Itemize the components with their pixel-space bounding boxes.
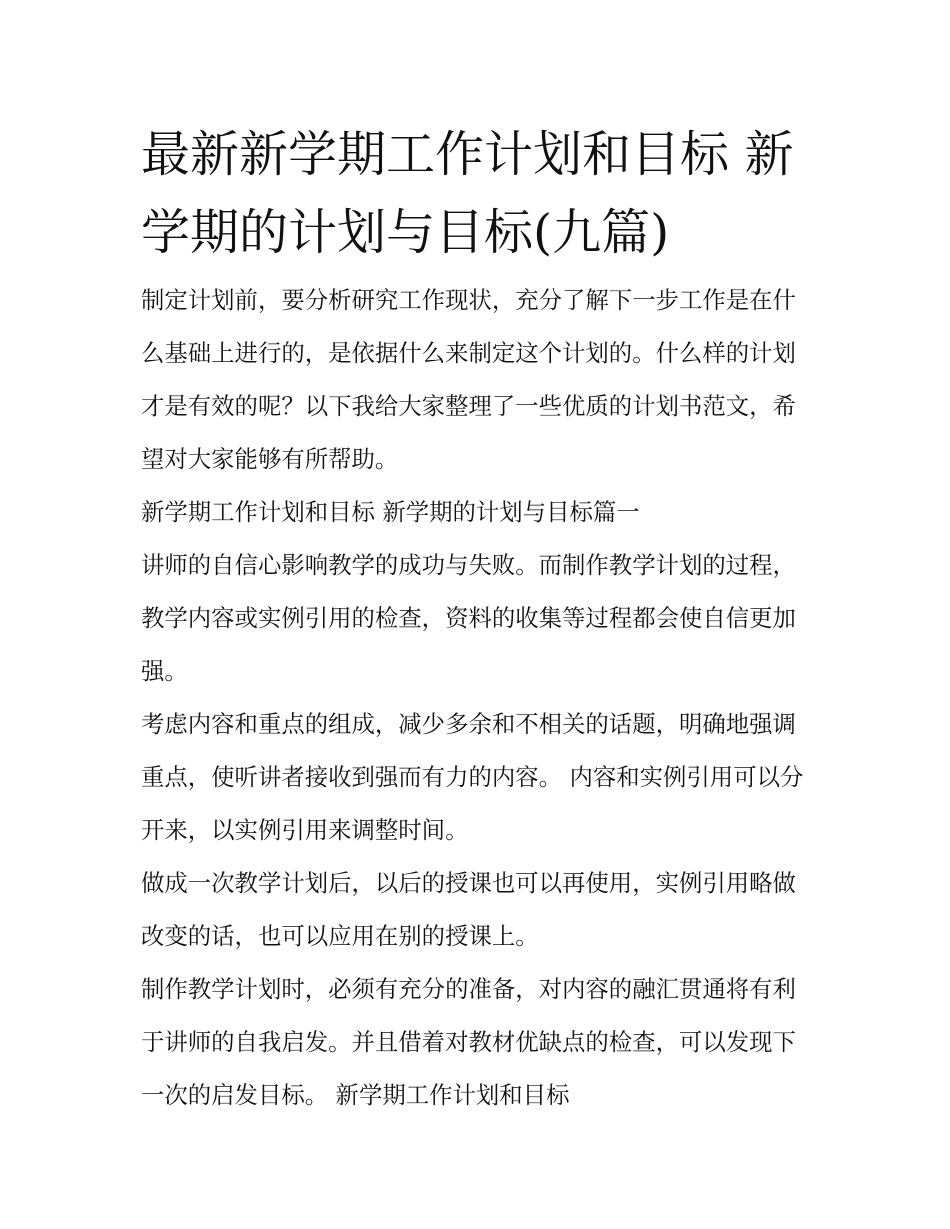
- body-paragraph: 制作教学计划时，必须有充分的准备，对内容的融汇贯通将有利于讲师的自我启发。并且借着对教材优缺点的检查，可以发现下一次的启发目标。 新学期工作计划和目标: [141, 975, 796, 1109]
- section-heading: 新学期工作计划和目标 新学期的计划与目标篇一: [141, 498, 640, 526]
- intro-paragraph: 制定计划前，要分析研究工作现状，充分了解下一步工作是在什么基础上进行的，是依据什么来制定这个计划的。什么样的计划才是有效的呢？以下我给大家整理了一些优质的计划书范文，希望对大家能够有所帮助。: [141, 286, 796, 473]
- body-paragraph: 讲师的自信心影响教学的成功与失败。而制作教学计划的过程，教学内容或实例引用的检查，资料的收集等过程都会使自信更加强。: [141, 551, 796, 685]
- document-body: [141, 274, 817, 1122]
- document-title: 最新新学期工作计划和目标 新学期的计划与目标(九篇): [141, 126, 794, 261]
- body-paragraph: 做成一次教学计划后，以后的授课也可以再使用，实例引用略做改变的话，也可以应用在别的授课上。: [141, 869, 796, 950]
- body-paragraph: 考虑内容和重点的组成，减少多余和不相关的话题，明确地强调重点，使听讲者接收到强而有力的内容。 内容和实例引用可以分开来，以实例引用来调整时间。: [141, 710, 804, 844]
